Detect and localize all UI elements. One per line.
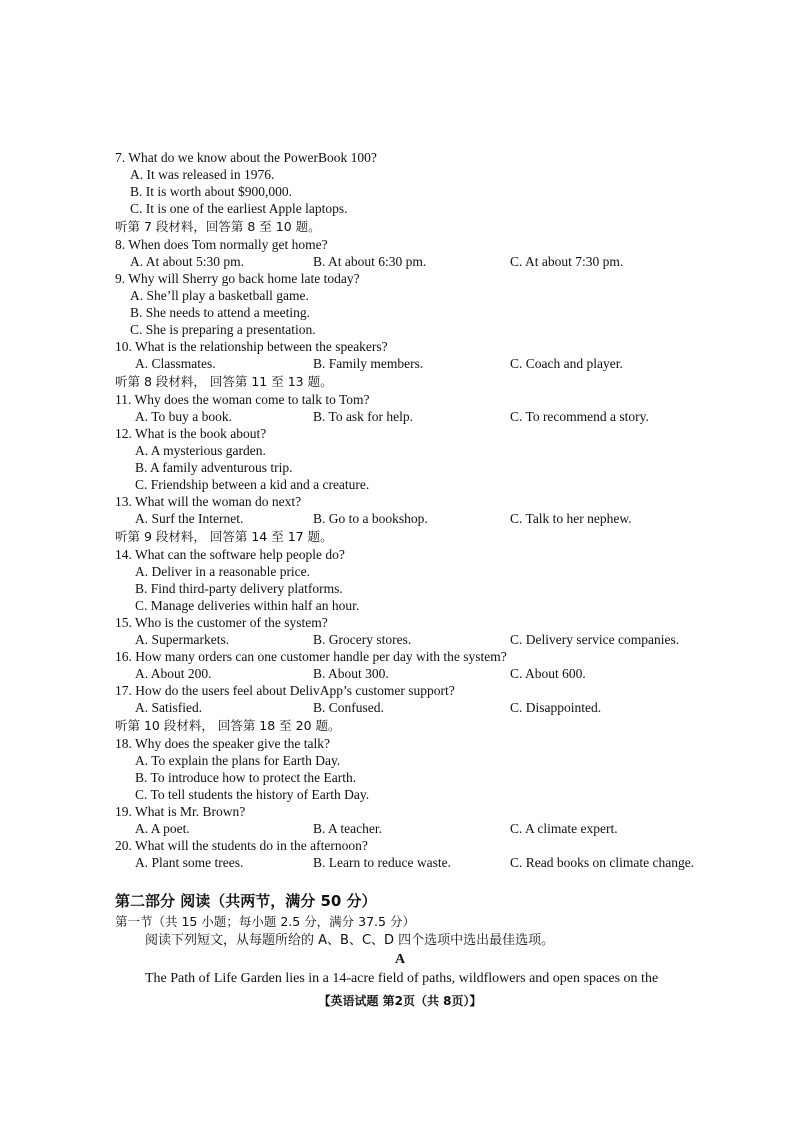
q8-option-b: B. At about 6:30 pm. bbox=[313, 254, 427, 269]
q16-option-c: C. About 600. bbox=[510, 666, 586, 681]
q13-option-a: A. Surf the Internet. bbox=[135, 511, 244, 526]
q15-option-c: C. Delivery service companies. bbox=[510, 632, 680, 647]
q11-option-b: B. To ask for help. bbox=[313, 409, 414, 424]
question-15: 15. Who is the customer of the system? bbox=[115, 615, 328, 630]
q14-option-c: C. Manage deliveries within half an hour. bbox=[135, 598, 360, 613]
question-12: 12. What is the book about? bbox=[115, 426, 267, 441]
q9-option-b: B. She needs to attend a meeting. bbox=[130, 305, 310, 320]
q9-option-a: A. She’ll play a basketball game. bbox=[130, 288, 309, 303]
question-9: 9. Why will Sherry go back home late today? bbox=[115, 271, 360, 286]
page-footer: 【英语试题 第2页（共 8页）】 bbox=[318, 994, 482, 1008]
q13-option-c: C. Talk to her nephew. bbox=[510, 511, 632, 526]
part2-title: 第二部分 阅读（共两节，满分 50 分） bbox=[115, 892, 377, 910]
q17-option-c: C. Disappointed. bbox=[510, 700, 602, 715]
listening-header-7: 听第 7 段材料，回答第 8 至 10 题。 bbox=[115, 219, 321, 234]
q12-option-a: A. A mysterious garden. bbox=[135, 443, 266, 458]
question-16: 16. How many orders can one customer handle per day with the system? bbox=[115, 649, 507, 664]
question-17: 17. How do the users feel about DelivApp’s customer support? bbox=[115, 683, 455, 698]
q18-option-b: B. To introduce how to protect the Earth. bbox=[135, 770, 357, 785]
q15-option-a: A. Supermarkets. bbox=[135, 632, 230, 647]
q20-option-c: C. Read books on climate change. bbox=[510, 855, 695, 870]
q12-option-c: C. Friendship between a kid and a creature. bbox=[135, 477, 370, 492]
q8-option-a: A. At about 5:30 pm. bbox=[130, 254, 244, 269]
q13-option-b: B. Go to a bookshop. bbox=[313, 511, 428, 526]
question-13: 13. What will the woman do next? bbox=[115, 494, 302, 509]
question-18: 18. Why does the speaker give the talk? bbox=[115, 736, 330, 751]
q8-option-c: C. At about 7:30 pm. bbox=[510, 254, 624, 269]
q7-option-c: C. It is one of the earliest Apple laptops. bbox=[130, 201, 348, 216]
q10-option-c: C. Coach and player. bbox=[510, 356, 623, 371]
q16-option-b: B. About 300. bbox=[313, 666, 389, 681]
q17-option-b: B. Confused. bbox=[313, 700, 384, 715]
q14-option-b: B. Find third-party delivery platforms. bbox=[135, 581, 343, 596]
listening-header-8: 听第 8 段材料， 回答第 11 至 13 题。 bbox=[115, 374, 333, 389]
q19-option-c: C. A climate expert. bbox=[510, 821, 618, 836]
q14-option-a: A. Deliver in a reasonable price. bbox=[135, 564, 311, 579]
q12-option-b: B. A family adventurous trip. bbox=[135, 460, 293, 475]
q11-option-c: C. To recommend a story. bbox=[510, 409, 649, 424]
question-20: 20. What will the students do in the afternoon? bbox=[115, 838, 368, 853]
passage-label: A bbox=[394, 952, 406, 967]
part2-section1: 第一节（共 15 小题；每小题 2.5 分，满分 37.5 分） bbox=[115, 914, 415, 929]
q20-option-b: B. Learn to reduce waste. bbox=[313, 855, 451, 870]
q17-option-a: A. Satisfied. bbox=[135, 700, 203, 715]
q7-option-a: A. It was released in 1976. bbox=[130, 167, 275, 182]
q10-option-a: A. Classmates. bbox=[135, 356, 216, 371]
question-14: 14. What can the software help people do? bbox=[115, 547, 345, 562]
q19-option-b: B. A teacher. bbox=[313, 821, 382, 836]
reading-instruction: 阅读下列短文，从每题所给的 A、B、C、D 四个选项中选出最佳选项。 bbox=[145, 933, 555, 948]
q18-option-c: C. To tell students the history of Earth Day. bbox=[135, 787, 370, 802]
question-7: 7. What do we know about the PowerBook 100? bbox=[115, 150, 377, 165]
q15-option-b: B. Grocery stores. bbox=[313, 632, 412, 647]
question-19: 19. What is Mr. Brown? bbox=[115, 804, 246, 819]
q11-option-a: A. To buy a book. bbox=[135, 409, 233, 424]
question-10: 10. What is the relationship between the speakers? bbox=[115, 339, 388, 354]
q19-option-a: A. A poet. bbox=[135, 821, 190, 836]
listening-header-10: 听第 10 段材料， 回答第 18 至 20 题。 bbox=[115, 718, 341, 733]
q20-option-a: A. Plant some trees. bbox=[135, 855, 244, 870]
q16-option-a: A. About 200. bbox=[135, 666, 212, 681]
q7-option-b: B. It is worth about $900,000. bbox=[130, 184, 292, 199]
q18-option-a: A. To explain the plans for Earth Day. bbox=[135, 753, 341, 768]
passage-first-line: The Path of Life Garden lies in a 14-acre field of paths, wildflowers and open spaces on the bbox=[145, 971, 659, 986]
question-8: 8. When does Tom normally get home? bbox=[115, 237, 328, 252]
question-11: 11. Why does the woman come to talk to Tom? bbox=[115, 392, 370, 407]
q10-option-b: B. Family members. bbox=[313, 356, 424, 371]
q9-option-c: C. She is preparing a presentation. bbox=[130, 322, 316, 337]
listening-header-9: 听第 9 段材料， 回答第 14 至 17 题。 bbox=[115, 529, 333, 544]
